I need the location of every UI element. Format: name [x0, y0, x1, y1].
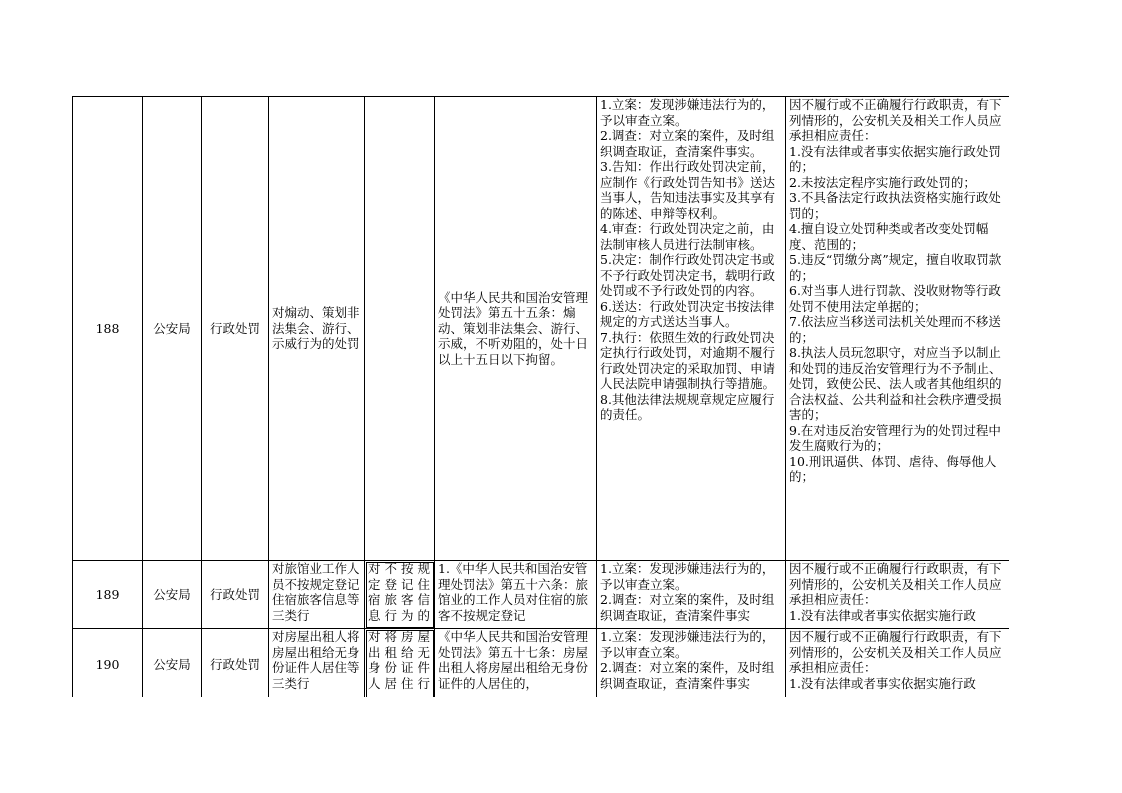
liability-item: 10.刑讯逼供、体罚、虐待、侮辱他人的；	[789, 453, 997, 484]
item-name-text: 对旅馆业工作人员不按规定登记住宿旅客信息等三类行	[272, 561, 360, 623]
liability-item: 1.没有法律或者事实依据实施行政处罚的；	[789, 143, 1001, 174]
power-type-cell: 行政处罚	[202, 561, 269, 629]
process-list	[600, 97, 782, 423]
sub-item-text: 对将房屋出租给无身份证件人居住行	[368, 629, 431, 691]
liability-list	[789, 629, 1006, 691]
department-cell: 公安局	[143, 561, 202, 629]
liability-list	[789, 97, 1006, 485]
row-number: 189	[73, 561, 143, 629]
process-step: 2.调查：对立案的案件，及时组织调查取证，查清案件事实	[600, 660, 775, 691]
process-step: 4.审查：行政处罚决定之前，由法制审核人员进行法制审核。	[600, 221, 775, 252]
item-name-cell	[269, 561, 365, 629]
liability-item: 1.没有法律或者事实依据实施行政	[789, 607, 976, 623]
process-cell	[597, 561, 786, 629]
liability-item: 因不履行或不正确履行行政职责，有下列情形的，公安机关及相关工作人员应承担相应责任：	[789, 561, 1002, 607]
power-list-table	[72, 96, 1009, 697]
row-number: 190	[73, 629, 143, 698]
legal-basis-text: 《中华人民共和国治安管理处罚法》第五十七条：房屋出租人将房屋出租给无身份证件的人居住的，	[438, 629, 589, 691]
process-step: 8.其他法律法规规章规定应履行的责任。	[600, 391, 775, 422]
process-step: 1.立案：发现涉嫌违法行为的，予以审查立案。	[600, 97, 775, 128]
power-type-cell: 行政处罚	[202, 97, 269, 561]
liability-item: 8.执法人员玩忽职守，对应当予以制止和处罚的违反治安管理行为不予制止、处罚，致使公民、法人或者其他组织的合法权益、公共利益和社会秩序遭受损害的；	[789, 345, 1002, 422]
sub-item-text: 对不按规定登记住宿旅客信息行为的	[368, 561, 431, 623]
row-number: 188	[73, 97, 143, 561]
process-step: 3.告知：作出行政处罚决定前，应制作《行政处罚告知书》送达当事人，告知违法事实及其享有的陈述、申辩等权利。	[600, 159, 776, 221]
table-row-190	[73, 629, 1010, 698]
process-list	[600, 561, 782, 623]
legal-basis-cell	[435, 561, 597, 629]
process-cell	[597, 629, 786, 698]
item-name-cell: 对煽动、策划非法集会、游行、示威行为的处罚	[269, 97, 365, 561]
liability-item: 2.未按法定程序实施行政处罚的；	[789, 174, 976, 190]
liability-item: 4.擅自设立处罚种类或者改变处罚幅度、范围的；	[789, 221, 989, 252]
liability-item: 因不履行或不正确履行行政职责，有下列情形的，公安机关及相关工作人员应承担相应责任：	[789, 97, 1002, 143]
liability-item: 6.对当事人进行罚款、没收财物等行政处罚不使用法定单据的；	[789, 283, 1001, 314]
liability-list	[789, 561, 1006, 623]
process-step: 2.调查：对立案的案件，及时组织调查取证，查清案件事实。	[600, 128, 775, 159]
power-type-cell: 行政处罚	[202, 629, 269, 698]
process-cell	[597, 97, 786, 561]
process-step: 1.立案：发现涉嫌违法行为的，予以审查立案。	[600, 561, 775, 592]
department-cell: 公安局	[143, 629, 202, 698]
process-step: 5.决定：制作行政处罚决定书或不予行政处罚决定书，载明行政处罚或不予行政处罚的内容。	[600, 252, 776, 298]
table-row-189	[73, 561, 1010, 629]
liability-item: 9.在对违反治安管理行为的处罚过程中发生腐败行为的；	[789, 422, 1001, 453]
table-row-188	[73, 97, 1010, 561]
liability-cell	[786, 629, 1010, 698]
process-step: 2.调查：对立案的案件，及时组织调查取证，查清案件事实	[600, 592, 775, 623]
liability-item: 因不履行或不正确履行行政职责，有下列情形的，公安机关及相关工作人员应承担相应责任：	[789, 629, 1002, 675]
liability-cell	[786, 561, 1010, 629]
document-table-region	[72, 96, 1009, 697]
legal-basis-cell	[435, 629, 597, 698]
sub-item-cell	[365, 561, 435, 629]
liability-item: 7.依法应当移送司法机关处理而不移送的；	[789, 314, 1001, 345]
process-step: 6.送达：行政处罚决定书按法律规定的方式送达当事人。	[600, 298, 775, 329]
process-list	[600, 629, 782, 691]
item-name-text: 对房屋出租人将房屋出租给无身份证件人居住等三类行	[272, 629, 360, 691]
liability-item: 5.违反“罚缴分离”规定，擅自收取罚款的；	[789, 252, 1002, 283]
sub-item-cell	[365, 629, 435, 698]
legal-basis-cell: 《中华人民共和国治安管理处罚法》第五十五条：煽动、策划非法集会、游行、示威，不听劝阻的，处十日以上十五日以下拘留。	[435, 97, 597, 561]
item-name-cell	[269, 629, 365, 698]
process-step: 7.执行：依照生效的行政处罚决定执行行政处罚，对逾期不履行行政处罚决定的采取加罚、申请人民法院申请强制执行等措施。	[600, 329, 776, 391]
liability-cell	[786, 97, 1010, 561]
liability-item: 3.不具备法定行政执法资格实施行政处罚的；	[789, 190, 1001, 221]
liability-item: 1.没有法律或者事实依据实施行政	[789, 675, 976, 691]
process-step: 1.立案：发现涉嫌违法行为的，予以审查立案。	[600, 629, 775, 660]
legal-basis-text: 1.《中华人民共和国治安管理处罚法》第五十六条：旅馆业的工作人员对住宿的旅客不按规定登记	[438, 561, 589, 623]
sub-item-cell	[365, 97, 435, 561]
department-cell: 公安局	[143, 97, 202, 561]
